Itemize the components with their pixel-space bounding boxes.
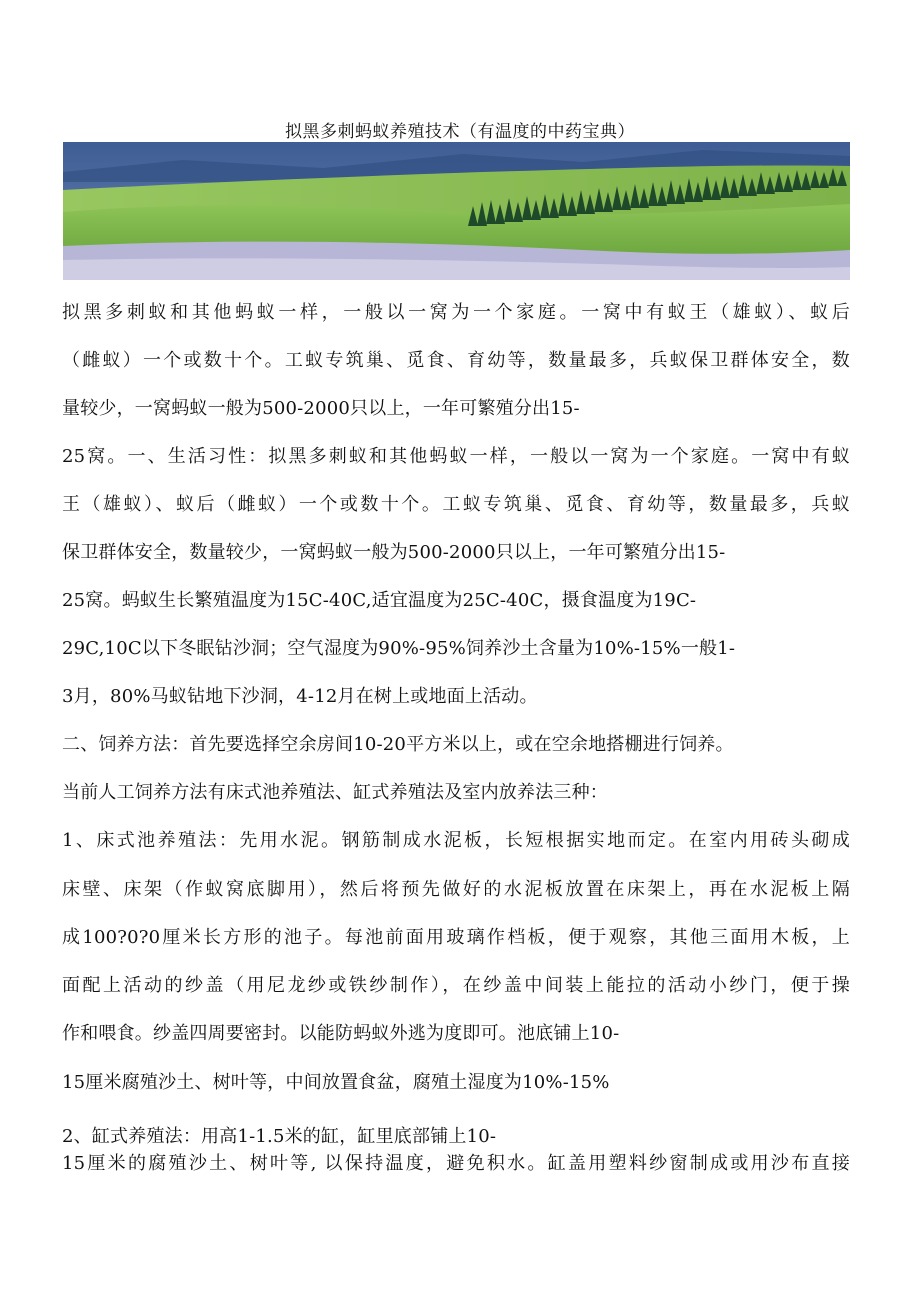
body-line-14: 成100?0?0厘米长方形的池子。每池前面用玻璃作档板，便于观察，其他三面用木板，上	[62, 927, 850, 948]
body-line-5: 王（雄蚁）、蚁后（雌蚁）一个或数十个。工蚁专筑巢、觅食、育幼等，数量最多，兵蚁	[62, 494, 850, 515]
body-line-8: 29C,10C以下冬眠钻沙洞；空气湿度为90%-95%饲养沙土含量为10%-15%一般1-	[62, 638, 736, 659]
banner-image	[63, 142, 850, 280]
body-line-7: 25窝。蚂蚁生长繁殖温度为15C-40C,适宜温度为25C-40C，摄食温度为19C-	[62, 590, 697, 611]
body-line-3: 量较少，一窝蚂蚁一般为500-2000只以上，一年可繁殖分出15-	[62, 398, 580, 419]
body-line-6: 保卫群体安全，数量较少，一窝蚂蚁一般为500-2000只以上，一年可繁殖分出15-	[62, 542, 726, 563]
body-line-1: 拟黑多刺蚁和其他蚂蚁一样，一般以一窝为一个家庭。一窝中有蚁王（雄蚁）、蚁后	[62, 302, 850, 323]
body-line-11: 当前人工饲养方法有床式池养殖法、缸式养殖法及室内放养法三种：	[62, 782, 608, 803]
body-line-18: 2、缸式养殖法：用高1-1.5米的缸，缸里底部铺上10-	[62, 1126, 497, 1147]
body-line-17: 15厘米腐殖沙土、树叶等，中间放置食盆，腐殖土湿度为10%-15%	[62, 1072, 610, 1093]
body-line-10: 二、饲养方法：首先要选择空余房间10-20平方米以上，或在空余地搭棚进行饲养。	[62, 734, 734, 755]
body-line-19: 15厘米的腐殖沙土、树叶等, 以保持温度，避免积水。缸盖用塑料纱窗制成或用沙布直接	[62, 1153, 850, 1174]
body-line-16: 作和喂食。纱盖四周要密封。以能防蚂蚁外逃为度即可。池底铺上10-	[62, 1023, 620, 1044]
body-line-15: 面配上活动的纱盖（用尼龙纱或铁纱制作），在纱盖中间装上能拉的活动小纱门，便于操	[62, 975, 850, 996]
landscape-picture	[63, 142, 850, 280]
body-line-13: 床壁、床架（作蚁窝底脚用），然后将预先做好的水泥板放置在床架上，再在水泥板上隔	[62, 879, 850, 900]
body-line-9: 3月，80%马蚁钻地下沙洞，4-12月在树上或地面上活动。	[62, 686, 538, 707]
document-title: 拟黑多刺蚂蚁养殖技术（有温度的中药宝典）	[285, 122, 635, 142]
body-line-12: 1、床式池养殖法：先用水泥。钢筋制成水泥板，长短根据实地而定。在室内用砖头砌成	[62, 830, 850, 851]
body-line-4: 25窝。一、生活习性：拟黑多刺蚁和其他蚂蚁一样，一般以一窝为一个家庭。一窝中有蚁	[62, 446, 850, 467]
body-line-2: （雌蚁）一个或数十个。工蚁专筑巢、觅食、育幼等，数量最多，兵蚁保卫群体安全，数	[62, 350, 850, 371]
